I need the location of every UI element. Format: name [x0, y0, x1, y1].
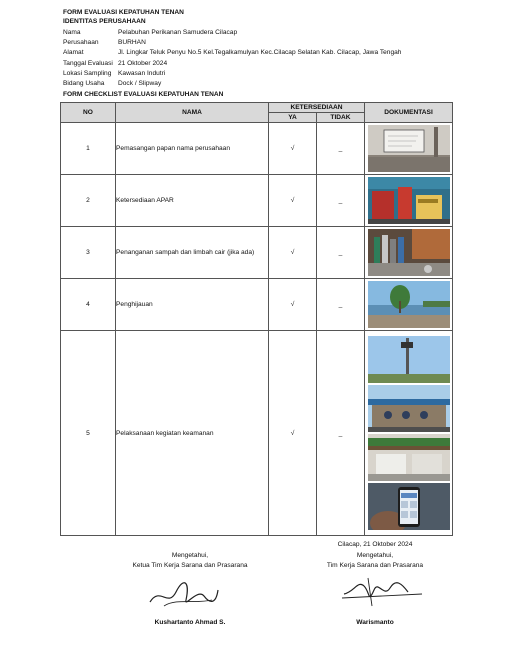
row-nama: Pelaksanaan kegiatan keamanan — [116, 331, 269, 536]
table-row — [61, 123, 453, 175]
signature-left-intro: Mengetahui, — [171, 552, 209, 559]
field-value-alamat: Jl. Lingkar Teluk Penyu No.5 Kel.Tegalkamulyan Kec.Cilacap Selatan Kab. Cilacap, Jawa Tengah — [118, 49, 402, 56]
form-title: FORM EVALUASI KEPATUHAN TENAN — [63, 9, 184, 16]
section-identitas: IDENTITAS PERUSAHAAN — [63, 18, 146, 25]
field-value-tanggal: 21 Oktober 2024 — [118, 60, 168, 67]
table-row — [61, 279, 453, 331]
signature-left-name: Kushartanto Ahmad S. — [154, 619, 226, 626]
table-row — [61, 175, 453, 227]
row-no: 1 — [61, 123, 116, 175]
photo-phone-app — [368, 483, 450, 530]
row-tidak: _ — [317, 331, 365, 536]
row-no: 4 — [61, 279, 116, 331]
row-ya: √ — [269, 123, 317, 175]
field-value-perusahaan: BURHAN — [118, 39, 146, 46]
col-header-ya: YA — [269, 113, 317, 123]
photo-security-post — [368, 385, 450, 432]
row-nama: Penanganan sampah dan limbah cair (jika ada) — [116, 227, 269, 279]
row-nama: Penghijauan — [116, 279, 269, 331]
table-row — [61, 331, 453, 536]
field-label-lokasi: Lokasi Sampling — [63, 70, 112, 77]
row-ya: √ — [269, 175, 317, 227]
col-header-dokumentasi: DOKUMENTASI — [365, 103, 453, 123]
photo-building — [368, 434, 450, 481]
photo-greening — [368, 281, 450, 328]
photo-cctv-pole — [368, 336, 450, 383]
col-header-no: NO — [61, 103, 116, 123]
field-value-bidang: Dock / Slipway — [118, 80, 162, 87]
row-tidak: _ — [317, 123, 365, 175]
row-dokumentasi — [365, 331, 453, 536]
row-tidak: _ — [317, 227, 365, 279]
photo-signboard — [368, 125, 450, 172]
field-label-perusahaan: Perusahaan — [63, 39, 99, 46]
col-header-tidak: TIDAK — [317, 113, 365, 123]
col-header-nama: NAMA — [116, 103, 269, 123]
photo-waste — [368, 229, 450, 276]
row-dokumentasi — [365, 279, 453, 331]
row-no: 2 — [61, 175, 116, 227]
field-label-nama: Nama — [63, 29, 81, 36]
col-header-ketersediaan: KETERSEDIAAN — [269, 103, 365, 113]
row-dokumentasi — [365, 123, 453, 175]
field-label-bidang: Bidang Usaha — [63, 80, 105, 87]
row-ya: √ — [269, 331, 317, 536]
row-tidak: _ — [317, 279, 365, 331]
field-value-nama: Pelabuhan Perikanan Samudera Cilacap — [118, 29, 238, 36]
row-tidak: _ — [317, 175, 365, 227]
field-value-lokasi: Kawasan Indutri — [118, 70, 166, 77]
signature-right-intro: Mengetahui, — [356, 552, 394, 559]
signature-left-role: Ketua Tim Kerja Sarana dan Prasarana — [132, 562, 248, 569]
field-label-tanggal: Tanggal Evaluasi — [63, 60, 113, 67]
row-ya: √ — [269, 279, 317, 331]
table-row — [61, 227, 453, 279]
signature-right-role: Tim Kerja Sarana dan Prasarana — [326, 562, 424, 569]
row-dokumentasi — [365, 227, 453, 279]
signature-right-name: Warismanto — [356, 619, 394, 626]
signature-date: Cilacap, 21 Oktober 2024 — [337, 541, 413, 548]
checklist-table — [60, 102, 453, 536]
field-label-alamat: Alamat — [63, 49, 84, 56]
signature-right-handwriting — [338, 574, 428, 608]
row-ya: √ — [269, 227, 317, 279]
row-nama: Ketersediaan APAR — [116, 175, 269, 227]
row-no: 5 — [61, 331, 116, 536]
photo-apar — [368, 177, 450, 224]
signature-left-handwriting — [146, 578, 226, 610]
row-no: 3 — [61, 227, 116, 279]
row-nama: Pemasangan papan nama perusahaan — [116, 123, 269, 175]
checklist-title: FORM CHECKLIST EVALUASI KEPATUHAN TENAN — [63, 91, 224, 98]
row-dokumentasi — [365, 175, 453, 227]
